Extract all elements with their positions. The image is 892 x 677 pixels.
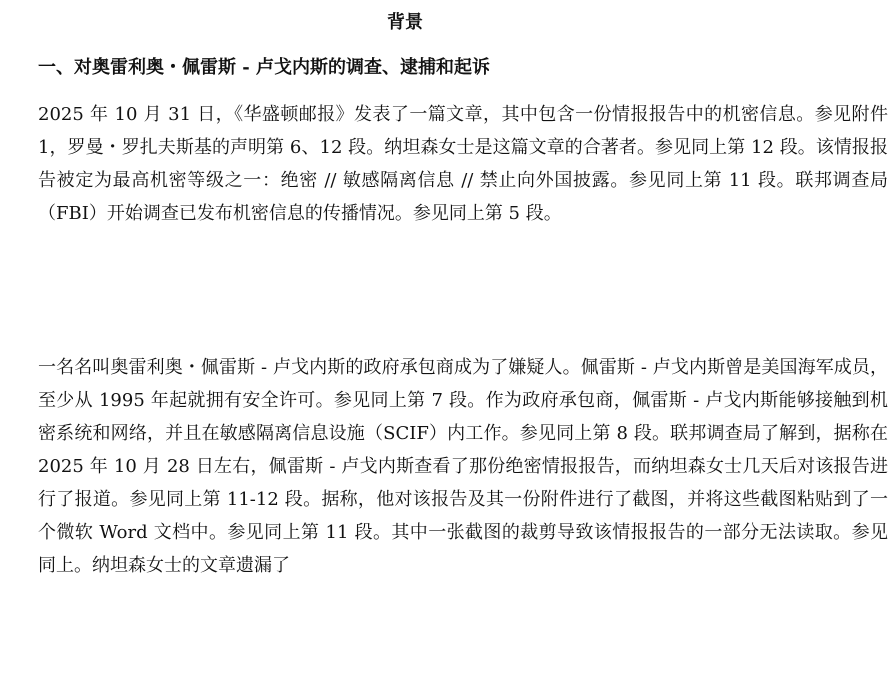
page-title: 背景 <box>387 12 423 33</box>
section-heading: 一、对奥雷利奥・佩雷斯 - 卢戈内斯的调查、逮捕和起诉 <box>38 57 491 78</box>
paragraph-1: 2025 年 10 月 31 日，《华盛顿邮报》发表了一篇文章，其中包含一份情报报告中的机密信息。参见附件 1，罗曼・罗扎夫斯基的声明第 6、12 段。纳坦森女士是这篇文章的合著者。参见同上第 12 段。该情报报告被定为最高机密等级之一：绝密 // 敏感隔离信息 // 禁止向外国披露。参见同上第 11 段。联邦调查局（FBI）开始调查已发布机密信息的传播情况。参见同上第 5 段。 <box>38 104 888 224</box>
paragraph-2: 一名名叫奥雷利奥・佩雷斯 - 卢戈内斯的政府承包商成为了嫌疑人。佩雷斯 - 卢戈内斯曾是美国海军成员，至少从 1995 年起就拥有安全许可。参见同上第 7 段。作为政府承包商，佩雷斯 - 卢戈内斯能够接触到机密系统和网络，并且在敏感隔离信息设施（SCIF）内工作。参见同上第 8 段。联邦调查局了解到，据称在 2025 年 10 月 28 日左右，佩雷斯 - 卢戈内斯查看了那份绝密情报报告，而纳坦森女士几天后对该报告进行了报道。参见同上第 11-12 段。据称，他对该报告及其一份附件进行了截图，并将这些截图粘贴到了一个微软 Word 文档中。参见同上第 11 段。其中一张截图的裁剪导致该情报报告的一部分无法读取。参见同上。纳坦森女士的文章遗漏了 <box>38 357 888 576</box>
